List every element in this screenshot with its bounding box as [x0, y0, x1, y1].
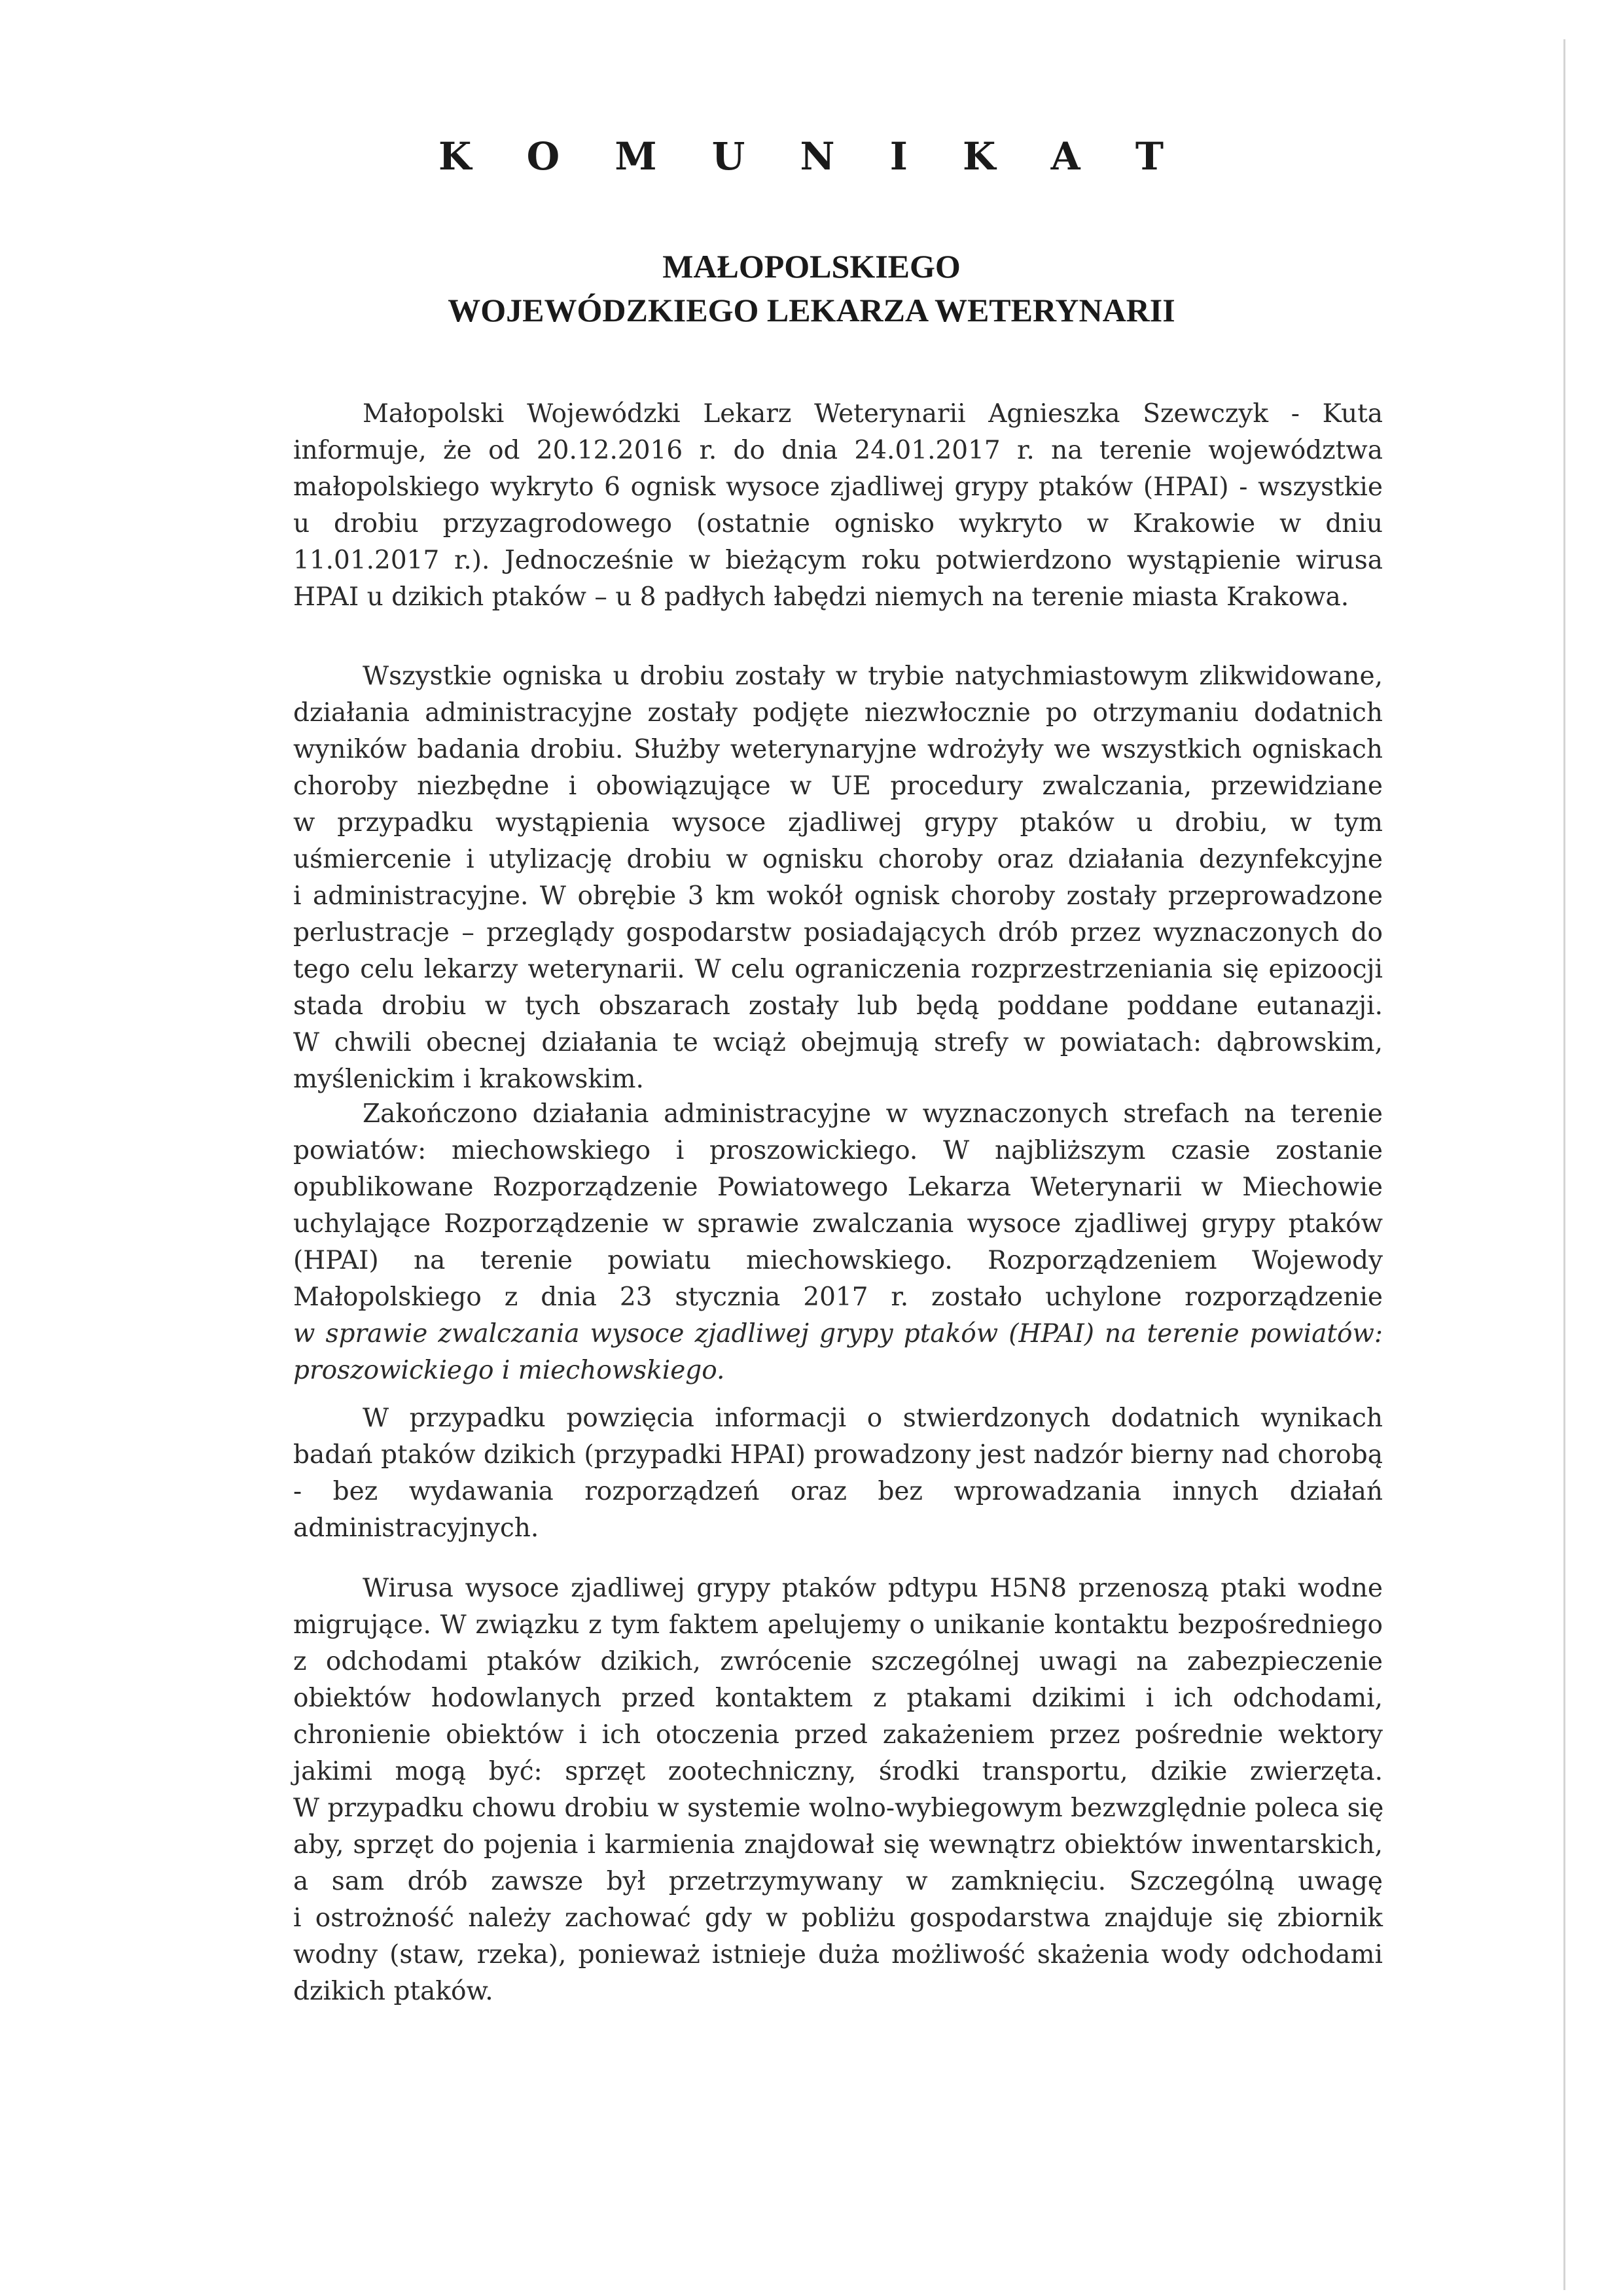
paragraph-line: stada drobiu w tych obszarach zostały lub będą poddane poddane eutanazji. — [293, 991, 1383, 1021]
paragraph-line: Wszystkie ogniska u drobiu zostały w trybie natychmiastowym zlikwidowane, — [363, 662, 1383, 691]
paragraph-line: Zakończono działania administracyjne w wyznaczonych strefach na terenie — [363, 1099, 1383, 1129]
paragraph-line: aby, sprzęt do pojenia i karmienia znajdował się wewnątrz obiektów inwentarskich, — [293, 1830, 1383, 1860]
paragraph-line: Wirusa wysoce zjadliwej grypy ptaków pdtypu H5N8 przenoszą ptaki wodne — [363, 1574, 1383, 1603]
paragraph-line: W przypadku powzięcia informacji o stwierdzonych dodatnich wynikach — [363, 1404, 1383, 1433]
paragraph-line: wyników badania drobiu. Służby weterynaryjne wdrożyły we wszystkich ogniskach — [293, 735, 1383, 764]
paragraph-line: działania administracyjne zostały podjęte niezwłocznie po otrzymaniu dodatnich — [293, 698, 1383, 728]
paragraph-line: i administracyjne. W obrębie 3 km wokół ognisk choroby zostały przeprowadzone — [293, 881, 1383, 911]
paragraph-line: 11.01.2017 r.). Jednocześnie w bieżącym roku potwierdzono wystąpienie wirusa — [293, 546, 1383, 575]
paragraph-line: małopolskiego wykryto 6 ognisk wysoce zjadliwej grypy ptaków (HPAI) - wszystkie — [293, 472, 1383, 502]
document-subtitle-line2: WOJEWÓDZKIEGO LEKARZA WETERYNARII — [448, 292, 1175, 328]
paragraph-line: uśmiercenie i utylizację drobiu w ognisku choroby oraz działania dezynfekcyjne — [293, 845, 1383, 874]
document-title: K O M U N I K A T — [438, 134, 1185, 179]
paragraph-line: - bez wydawania rozporządzeń oraz bez wprowadzania innych działań — [293, 1477, 1383, 1506]
paragraph-line-italic: w sprawie zwalczania wysoce zjadliwej grypy ptaków (HPAI) na terenie powiatów: — [293, 1319, 1383, 1349]
paragraph-line: w przypadku wystąpienia wysoce zjadliwej grypy ptaków u drobiu, w tym — [293, 808, 1383, 838]
paragraph-line: badań ptaków dzikich (przypadki HPAI) prowadzony jest nadzór bierny nad chorobą — [293, 1440, 1383, 1470]
paragraph-line: z odchodami ptaków dzikich, zwrócenie szczególnej uwagi na zabezpieczenie — [293, 1647, 1383, 1676]
paragraph-line: Małopolski Wojewódzki Lekarz Weterynarii Agnieszka Szewczyk - Kuta — [363, 399, 1383, 429]
paragraph-4 — [293, 1400, 1383, 1547]
paragraph-line: u drobiu przyzagrodowego (ostatnie ognisko wykryto w Krakowie w dniu — [293, 509, 1383, 539]
paragraph-line: uchylające Rozporządzenie w sprawie zwalczania wysoce zjadliwej grypy ptaków — [293, 1209, 1383, 1239]
paragraph-line: obiektów hodowlanych przed kontaktem z ptakami dzikimi i ich odchodami, — [293, 1684, 1383, 1713]
paragraph-line: W chwili obecnej działania te wciąż obejmują strefy w powiatach: dąbrowskim, — [293, 1028, 1383, 1057]
paragraph-line: administracyjnych. — [293, 1513, 539, 1543]
paragraph-line: W przypadku chowu drobiu w systemie wolno-wybiegowym bezwzględnie poleca się — [293, 1793, 1384, 1823]
paragraph-line: wodny (staw, rzeka), ponieważ istnieje duża możliwość skażenia wody odchodami — [293, 1940, 1383, 1969]
paragraph-line: opublikowane Rozporządzenie Powiatowego Lekarza Weterynarii w Miechowie — [293, 1173, 1383, 1202]
paragraph-line: chronienie obiektów i ich otoczenia przed zakażeniem przez pośrednie wektory — [293, 1720, 1383, 1750]
paragraph-line: tego celu lekarzy weterynarii. W celu ograniczenia rozprzestrzeniania się epizoocji — [293, 955, 1383, 984]
paragraph-2 — [293, 658, 1383, 1098]
paragraph-line: i ostrożność należy zachować gdy w pobliżu gospodarstwa znajduje się zbiornik — [293, 1903, 1383, 1933]
paragraph-line: a sam drób zawsze był przetrzymywany w zamknięciu. Szczególną uwagę — [293, 1867, 1383, 1896]
paragraph-line: (HPAI) na terenie powiatu miechowskiego. Rozporządzeniem Wojewody — [293, 1246, 1383, 1275]
paragraph-5 — [293, 1570, 1383, 2010]
paragraph-line: myślenickim i krakowskim. — [293, 1065, 644, 1094]
paragraph-line: dzikich ptaków. — [293, 1977, 493, 2006]
paragraph-line: powiatów: miechowskiego i proszowickiego. W najbliższym czasie zostanie — [293, 1136, 1383, 1165]
paragraph-line: perlustracje – przeglądy gospodarstw posiadających drób przez wyznaczonych do — [293, 918, 1383, 947]
paragraph-line: jakimi mogą być: sprzęt zootechniczny, środki transportu, dzikie zwierzęta. — [293, 1757, 1383, 1786]
paragraph-line: choroby niezbędne i obowiązujące w UE procedury zwalczania, przewidziane — [293, 771, 1383, 801]
paragraph-3 — [293, 1096, 1383, 1389]
document-subtitle-line1: MAŁOPOLSKIEGO — [662, 248, 961, 285]
paragraph-line: informuje, że od 20.12.2016 r. do dnia 24.01.2017 r. na terenie województwa — [293, 436, 1383, 465]
paragraph-line: Małopolskiego z dnia 23 stycznia 2017 r. zostało uchylone rozporządzenie — [293, 1282, 1383, 1312]
paragraph-1 — [293, 396, 1383, 616]
paragraph-line-italic: proszowickiego i miechowskiego. — [293, 1356, 725, 1385]
paragraph-line: HPAI u dzikich ptaków – u 8 padłych łabędzi niemych na terenie miasta Krakowa. — [293, 582, 1349, 612]
paragraph-line: migrujące. W związku z tym faktem apelujemy o unikanie kontaktu bezpośredniego — [293, 1610, 1383, 1640]
